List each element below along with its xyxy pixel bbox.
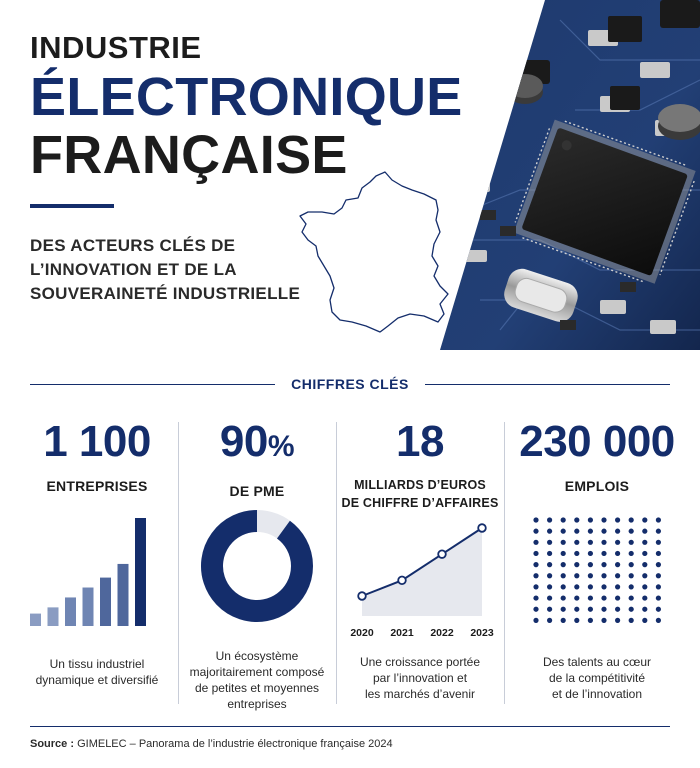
dot xyxy=(642,584,647,589)
title-block xyxy=(30,30,463,184)
page-title-line-1: INDUSTRIE xyxy=(30,30,202,65)
stat-label: MILLIARDS D’EUROS DE CHIFFRE D’AFFAIRES xyxy=(341,478,499,510)
dot xyxy=(574,573,579,578)
dot xyxy=(533,562,538,567)
dot xyxy=(547,584,552,589)
dot xyxy=(615,595,620,600)
dot xyxy=(642,551,647,556)
dot xyxy=(615,529,620,534)
dot xyxy=(642,607,647,612)
dot xyxy=(615,562,620,567)
dot xyxy=(588,618,593,623)
dot xyxy=(642,595,647,600)
dot xyxy=(656,573,661,578)
section-rule-right xyxy=(425,384,670,385)
dot xyxy=(588,551,593,556)
dot xyxy=(533,573,538,578)
dot xyxy=(561,551,566,556)
dot xyxy=(574,618,579,623)
dot xyxy=(574,584,579,589)
dot xyxy=(547,607,552,612)
dot xyxy=(588,562,593,567)
dot xyxy=(561,618,566,623)
stat-value: 230 000 xyxy=(519,417,675,466)
dot xyxy=(615,573,620,578)
x-tick-label: 2023 xyxy=(470,627,494,639)
stat-value: 90% xyxy=(219,417,295,466)
stat-sme-share xyxy=(178,417,336,711)
bar xyxy=(100,578,111,626)
dot xyxy=(601,607,606,612)
dot xyxy=(588,517,593,522)
dot xyxy=(533,595,538,600)
dot xyxy=(656,618,661,623)
dot xyxy=(547,573,552,578)
dot xyxy=(533,607,538,612)
dot xyxy=(615,584,620,589)
section-title: CHIFFRES CLÉS xyxy=(291,376,409,392)
x-tick-label: 2021 xyxy=(390,627,414,639)
dot xyxy=(561,540,566,545)
stat-label: DE PME xyxy=(229,483,285,499)
dot xyxy=(601,540,606,545)
line-growth-icon xyxy=(336,514,504,640)
dot xyxy=(574,595,579,600)
dot xyxy=(601,618,606,623)
dot xyxy=(533,584,538,589)
bar xyxy=(118,564,129,626)
dot xyxy=(574,517,579,522)
dot xyxy=(574,540,579,545)
dot xyxy=(656,551,661,556)
bar-growth-icon xyxy=(16,514,178,634)
dot xyxy=(547,562,552,567)
dot xyxy=(601,517,606,522)
dot xyxy=(656,584,661,589)
dot xyxy=(656,540,661,545)
stat-label: ENTREPRISES xyxy=(46,478,148,494)
dot xyxy=(601,529,606,534)
dot xyxy=(629,595,634,600)
dot xyxy=(615,551,620,556)
dot xyxy=(615,618,620,623)
dot xyxy=(547,529,552,534)
stat-description: Des talents au cœur de la compétitivité et de l’innovation xyxy=(542,655,652,701)
data-point xyxy=(478,524,486,532)
dot xyxy=(615,540,620,545)
dot xyxy=(588,540,593,545)
dot xyxy=(629,517,634,522)
dot xyxy=(601,562,606,567)
dot xyxy=(642,573,647,578)
section-header xyxy=(30,372,670,398)
dot xyxy=(601,595,606,600)
stat-value: 18 xyxy=(396,417,444,466)
dot xyxy=(533,529,538,534)
bar xyxy=(83,588,94,626)
france-map-outline xyxy=(300,172,448,332)
stat-description: Un écosystème majoritairement composé de petites et moyennes entreprises xyxy=(189,649,325,711)
source-note: Source : GIMELEC – Panorama de l’industrie électronique française 2024 xyxy=(30,738,393,750)
dot xyxy=(656,607,661,612)
donut-slice xyxy=(212,521,302,611)
dot xyxy=(561,584,566,589)
data-point xyxy=(358,592,366,600)
dot xyxy=(574,529,579,534)
stat-description: Un tissu industriel dynamique et diversifié xyxy=(35,657,159,687)
dot xyxy=(588,584,593,589)
dot xyxy=(642,562,647,567)
x-tick-label: 2022 xyxy=(430,627,454,639)
dot xyxy=(533,517,538,522)
area-fill xyxy=(362,528,482,616)
dot xyxy=(574,607,579,612)
dot xyxy=(642,517,647,522)
dot xyxy=(588,595,593,600)
stat-label: EMPLOIS xyxy=(564,478,630,494)
dot xyxy=(656,517,661,522)
dot xyxy=(588,607,593,612)
footer-rule xyxy=(30,726,670,727)
bar xyxy=(135,518,146,626)
dot xyxy=(561,562,566,567)
dot xyxy=(547,551,552,556)
dot xyxy=(629,529,634,534)
title-underline xyxy=(30,204,114,208)
stat-companies xyxy=(16,418,178,708)
dot xyxy=(656,529,661,534)
stat-jobs xyxy=(504,418,690,708)
dot xyxy=(533,551,538,556)
dot xyxy=(642,529,647,534)
dot xyxy=(574,551,579,556)
dot xyxy=(588,573,593,578)
dot xyxy=(629,562,634,567)
dot xyxy=(574,562,579,567)
page-subtitle: DES ACTEURS CLÉS DE L’INNOVATION ET DE LA SOUVERAINETÉ INDUSTRIELLE xyxy=(30,236,301,303)
dot xyxy=(601,551,606,556)
dot xyxy=(533,540,538,545)
dot xyxy=(561,607,566,612)
data-point xyxy=(398,577,406,585)
stat-value: 1 100 xyxy=(43,417,151,466)
people-dot-grid-icon xyxy=(504,514,690,632)
dot xyxy=(561,573,566,578)
dot xyxy=(561,517,566,522)
stat-description: Une croissance portée par l’innovation et les marchés d’avenir xyxy=(359,655,481,701)
dot xyxy=(547,540,552,545)
bar xyxy=(30,614,41,626)
dot xyxy=(615,517,620,522)
dot xyxy=(561,595,566,600)
dot xyxy=(642,618,647,623)
page-title-line-3: FRANÇAISE xyxy=(30,125,348,185)
dot xyxy=(561,529,566,534)
dot xyxy=(533,618,538,623)
dot xyxy=(615,607,620,612)
dot xyxy=(629,551,634,556)
dot xyxy=(629,618,634,623)
dot xyxy=(588,529,593,534)
dot xyxy=(656,562,661,567)
page-title-line-2: ÉLECTRONIQUE xyxy=(30,67,463,127)
stat-revenue xyxy=(336,418,504,708)
dot xyxy=(601,573,606,578)
dot xyxy=(601,584,606,589)
dot xyxy=(547,595,552,600)
dot xyxy=(629,584,634,589)
dot xyxy=(629,607,634,612)
dot xyxy=(629,573,634,578)
bar xyxy=(65,597,76,626)
bar xyxy=(48,607,59,626)
dot xyxy=(629,540,634,545)
data-point xyxy=(438,550,446,558)
dot xyxy=(547,517,552,522)
dot xyxy=(547,618,552,623)
dot xyxy=(656,595,661,600)
donut-chart-icon xyxy=(178,510,336,630)
x-tick-label: 2020 xyxy=(350,627,374,639)
dot xyxy=(642,540,647,545)
